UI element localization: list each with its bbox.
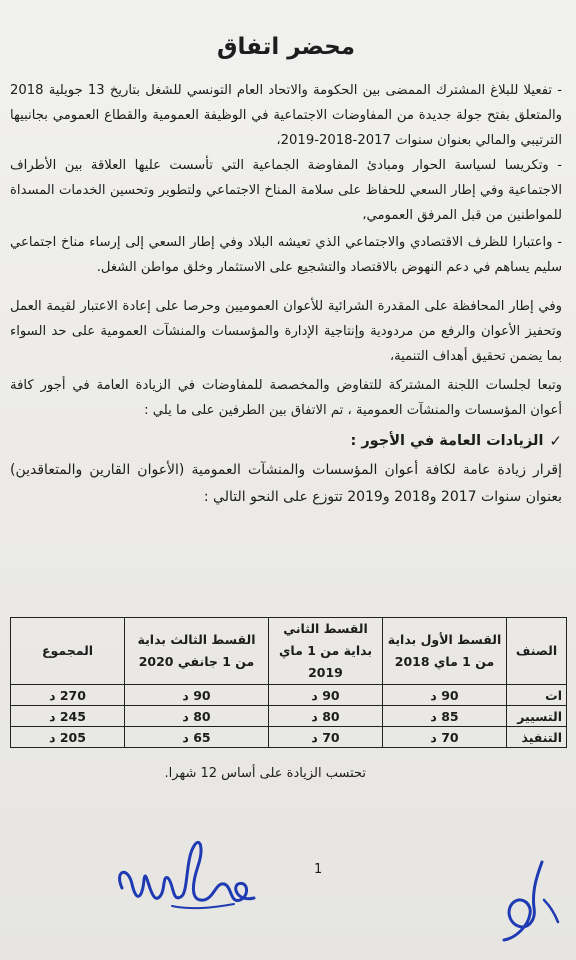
cell-total: 245 د (11, 706, 125, 727)
cell-total: 205 د (11, 727, 125, 748)
page-number: 1 (314, 862, 323, 877)
cell-second: 90 د (269, 685, 383, 706)
wage-increase-table (10, 617, 567, 748)
header-second-installment: القسط الثاني بداية من 1 ماي 2019 (269, 618, 383, 685)
header-first-installment: القسط الأول بداية من 1 ماي 2018 (383, 618, 507, 685)
cell-third: 65 د (125, 727, 269, 748)
paragraph-2: - وتكريسا لسياسة الحوار ومبادئ المفاوضة الجماعية التي تأسست عليها العلاقة بين الأطراف الاجتماعية وفي إطار السعي للحفاظ على سلامة المناخ الاجتماعي ولتطوير وتحسين الخدمات المسداة للمواطنين من قبل المرفق العمومي، (10, 158, 562, 223)
paragraph-4: وفي إطار المحافظة على المقدرة الشرائية للأعوان العموميين وحرصا على إعادة الاعتبار لقيمة العمل وتحفيز الأعوان والرفع من مردودية وإنتاجية الإدارة والمؤسسات والمنشآت العمومية على حد السواء بما يضمن تحقيق أهداف التنمية، (10, 299, 562, 364)
row-category: ات (507, 685, 567, 706)
cell-total: 270 د (11, 685, 125, 706)
calculation-note: تحتسب الزيادة على أساس 12 شهرا. (164, 766, 366, 781)
paragraph-3: - واعتبارا للظرف الاقتصادي والاجتماعي الذي تعيشه البلاد وفي إطار السعي إلى إرساء مناخ اجتماعي سليم يساهم في دعم النهوض بالاقتصاد والتشجيع على الاستثمار وخلق مواطن الشغل. (10, 235, 562, 275)
cell-second: 70 د (269, 727, 383, 748)
cell-third: 90 د (125, 685, 269, 706)
checkmark-icon: ✓ (549, 432, 562, 450)
cell-third: 80 د (125, 706, 269, 727)
header-third-installment: القسط الثالث بداية من 1 جانفي 2020 (125, 618, 269, 685)
table-header-row (11, 618, 567, 685)
header-category: الصنف (507, 618, 567, 685)
row-category: التنفيذ (507, 727, 567, 748)
handwritten-signature-right (496, 856, 566, 946)
handwritten-signature-left (112, 818, 262, 928)
section-body: إقرار زيادة عامة لكافة أعوان المؤسسات والمنشآت العمومية (الأعوان القارين والمتعاقدين) بعنوان سنوات 2017 و2018 و2019 تتوزع على النحو التالي : (10, 462, 562, 505)
table-row (11, 706, 567, 727)
paragraph-5: وتبعا لجلسات اللجنة المشتركة للتفاوض والمخصصة للمفاوضات في الزيادة العامة في أجور كافة أعوان المؤسسات والمنشآت العمومية ، تم الاتفاق بين الطرفين على ما يلي : (10, 378, 562, 418)
section-heading (10, 427, 562, 455)
header-total: المجموع (11, 618, 125, 685)
table-row (11, 727, 567, 748)
section-heading-text: الزيادات العامة في الأجور : (350, 433, 544, 449)
cell-second: 80 د (269, 706, 383, 727)
table-row (11, 685, 567, 706)
cell-first: 90 د (383, 685, 507, 706)
document-title: محضر اتفاق (216, 34, 356, 60)
paragraph-1: - تفعيلا للبلاغ المشترك الممضى بين الحكومة والاتحاد العام التونسي للشغل بتاريخ 13 جويلية 2018 والمتعلق بفتح جولة جديدة من المفاوضات الاجتماعية في الوظيفة العمومية والقطاع العمومي بجانبيها الترتيبي والمالي بعنوان سنوات 2017-2018-2019، (10, 83, 562, 148)
cell-first: 85 د (383, 706, 507, 727)
row-category: التسيير (507, 706, 567, 727)
cell-first: 70 د (383, 727, 507, 748)
